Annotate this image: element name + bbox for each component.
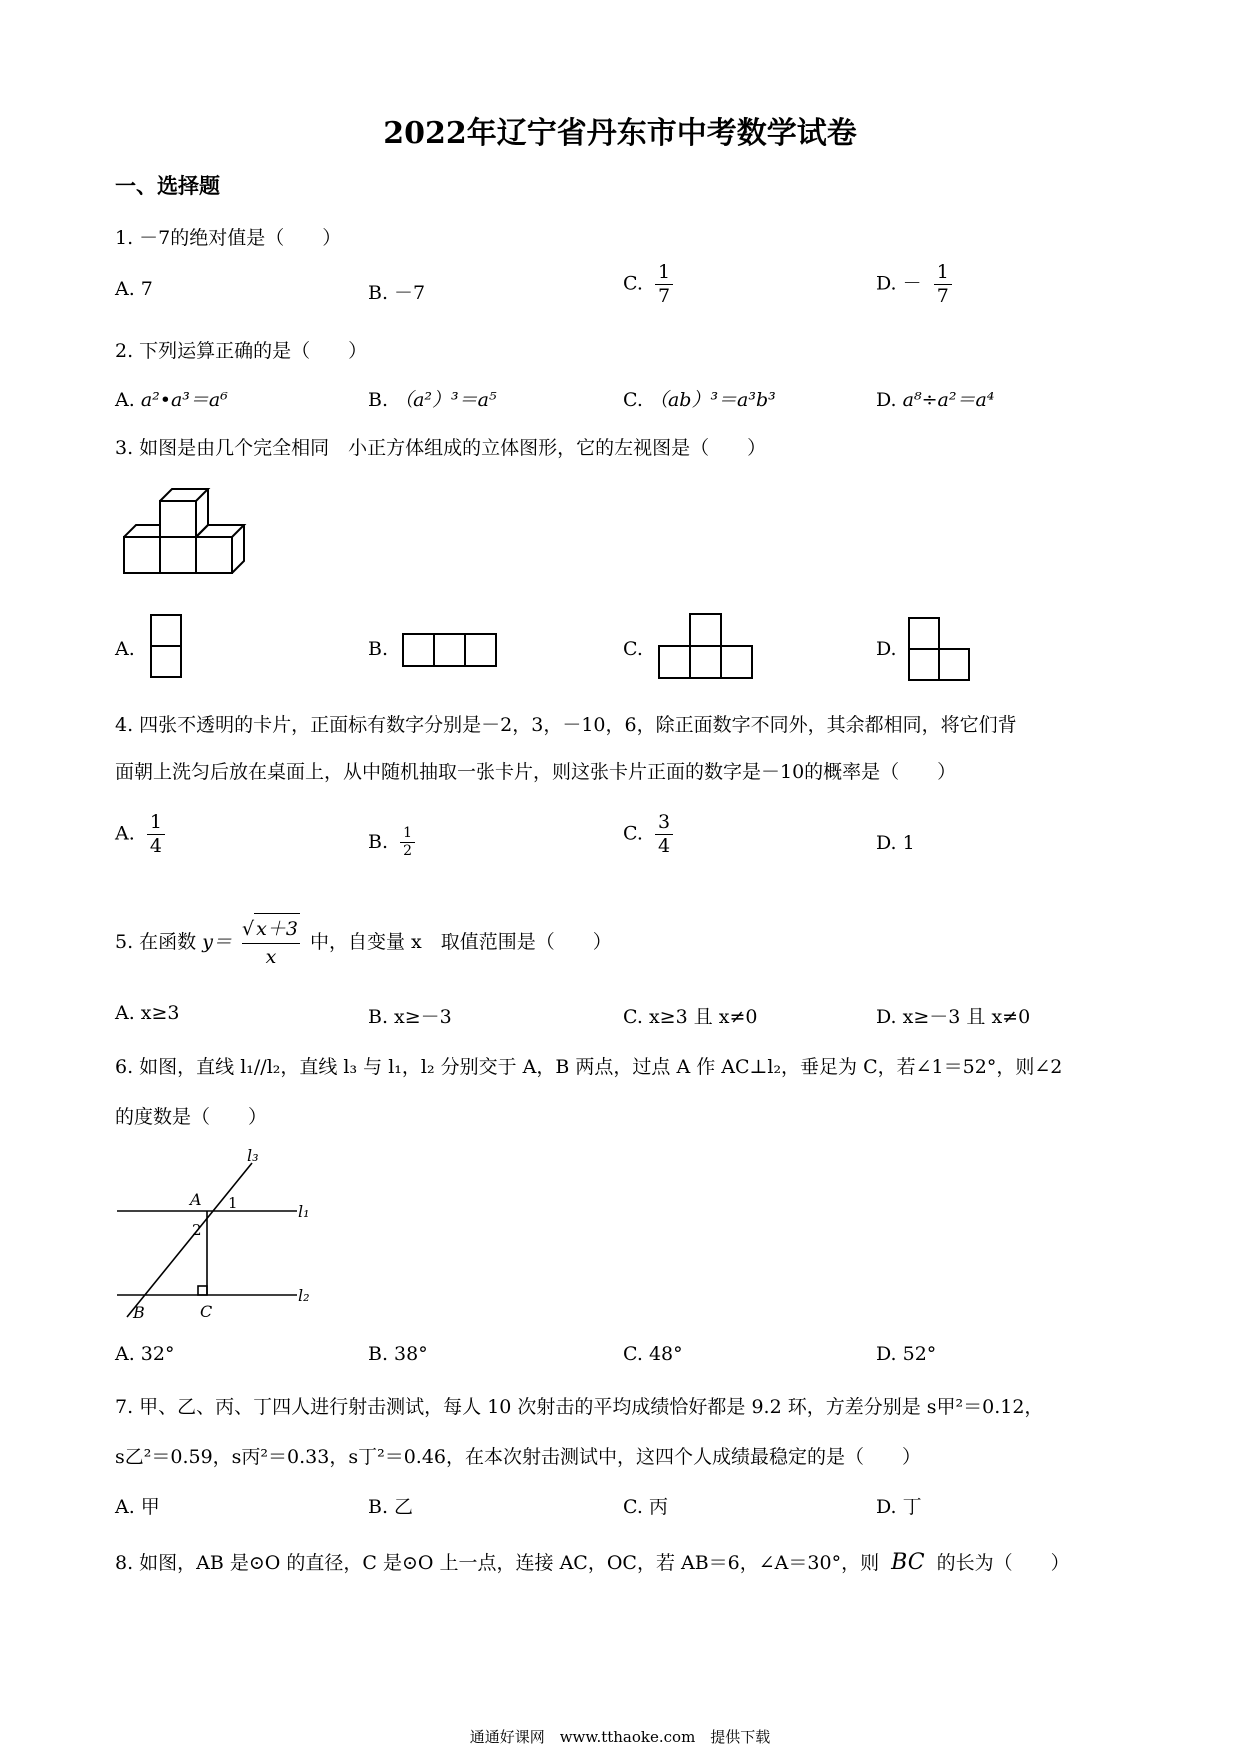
page-title: 2022年辽宁省丹东市中考数学试卷 (383, 116, 857, 151)
q7-option-c: C. 丙 (623, 1496, 668, 1518)
section-heading: 一、选择题 (115, 173, 220, 198)
q1-option-d: D. － $\frac{1}{7}$ (876, 262, 952, 307)
line-l2-label: l₂ (298, 1286, 310, 1305)
line-l3-label: l₃ (247, 1146, 259, 1165)
q7-line1: 7. 甲、乙、丙、丁四人进行射击测试，每人 10 次射击的平均成绩恰好都是 9.2 环，方差分别是 s甲²＝0.12， (115, 1396, 1044, 1418)
q3-option-d: D. (876, 638, 897, 660)
q5-stem: 5. 在函数 y＝ $\frac{√ x+3}{x}$ 中，自变量 x 取值范围是（ ） (115, 913, 612, 968)
q2-option-b: B. （a²）³＝a⁵ (368, 389, 497, 411)
line-l1-label: l₁ (298, 1202, 310, 1221)
q7-option-b: B. 乙 (368, 1496, 414, 1518)
q5-option-b: B. x≥－3 (368, 1006, 452, 1028)
q5-option-a: A. x≥3 (115, 1002, 180, 1024)
q2-option-a: A. a²•a³＝a⁶ (115, 389, 228, 411)
q3-option-a-figure (150, 614, 182, 678)
q4-option-d: D. 1 (876, 832, 915, 854)
q4-option-a: A. $\frac{1}{4}$ (115, 812, 165, 857)
q3-cube-figure (120, 485, 250, 575)
q8-stem: 8. 如图，AB 是⊙O 的直径，C 是⊙O 上一点，连接 AC，OC，若 AB＝6，∠A＝30°，则 BC 的长为（ ） (115, 1550, 1070, 1575)
q1-option-a: A. 7 (115, 278, 153, 300)
q4-option-c: C. $\frac{3}{4}$ (623, 812, 673, 857)
q6-option-a: A. 32° (115, 1343, 175, 1365)
q2-option-c: C. （ab）³＝a³b³ (623, 389, 776, 411)
q4-line2: 面朝上洗匀后放在桌面上，从中随机抽取一张卡片，则这张卡片正面的数字是－10的概率是（ ） (115, 761, 957, 783)
q3-option-a: A. (115, 638, 135, 660)
point-c-label: C (200, 1302, 213, 1321)
point-a-label: A (190, 1190, 202, 1209)
footer-credit: 通通好课网 www.tthaoke.com 提供下载 (469, 1728, 771, 1746)
q6-option-c: C. 48° (623, 1343, 683, 1365)
q3-stem: 3. 如图是由几个完全相同 小正方体组成的立体图形，它的左视图是（ ） (115, 437, 767, 459)
q6-option-b: B. 38° (368, 1343, 428, 1365)
q3-option-c-figure (657, 613, 755, 679)
q3-option-d-figure (907, 617, 971, 681)
q4-line1: 4. 四张不透明的卡片，正面标有数字分别是－2，3，－10，6，除正面数字不同外，其余都相同，将它们背 (115, 714, 1017, 736)
angle-2-label: 2 (192, 1221, 202, 1239)
q1-option-b: B. －7 (368, 282, 426, 304)
q5-option-d: D. x≥－3 且 x≠0 (876, 1006, 1031, 1028)
q3-option-c: C. (623, 638, 643, 660)
angle-1-label: 1 (228, 1194, 238, 1212)
q2-stem: 2. 下列运算正确的是（ ） (115, 340, 368, 362)
point-b-label: B (133, 1303, 145, 1322)
q6-line1: 6. 如图，直线 l₁//l₂，直线 l₃ 与 l₁，l₂ 分别交于 A，B 两点，过点 A 作 AC⊥l₂，垂足为 C，若∠1＝52°，则∠2 (115, 1056, 1063, 1078)
q3-option-b-figure (402, 633, 498, 667)
q2-option-d: D. a⁸÷a²＝a⁴ (876, 389, 995, 411)
q6-geometry-figure (112, 1145, 322, 1325)
q1-stem: 1. －7的绝对值是（ ） (115, 227, 342, 249)
q1-option-c: C. $\frac{1}{7}$ (623, 262, 673, 307)
q6-option-d: D. 52° (876, 1343, 937, 1365)
arc-bc: BC (891, 1550, 925, 1575)
q7-option-d: D. 丁 (876, 1496, 922, 1518)
q7-option-a: A. 甲 (115, 1496, 160, 1518)
q3-option-b: B. (368, 638, 389, 660)
q5-option-c: C. x≥3 且 x≠0 (623, 1006, 758, 1028)
q7-line2: s乙²＝0.59，s丙²＝0.33，s丁²＝0.46，在本次射击测试中，这四个人成绩最稳定的是（ ） (115, 1446, 922, 1468)
q6-line2: 的度数是（ ） (115, 1106, 268, 1128)
q4-option-b: B. $\frac{1}{2}$ (368, 826, 415, 860)
